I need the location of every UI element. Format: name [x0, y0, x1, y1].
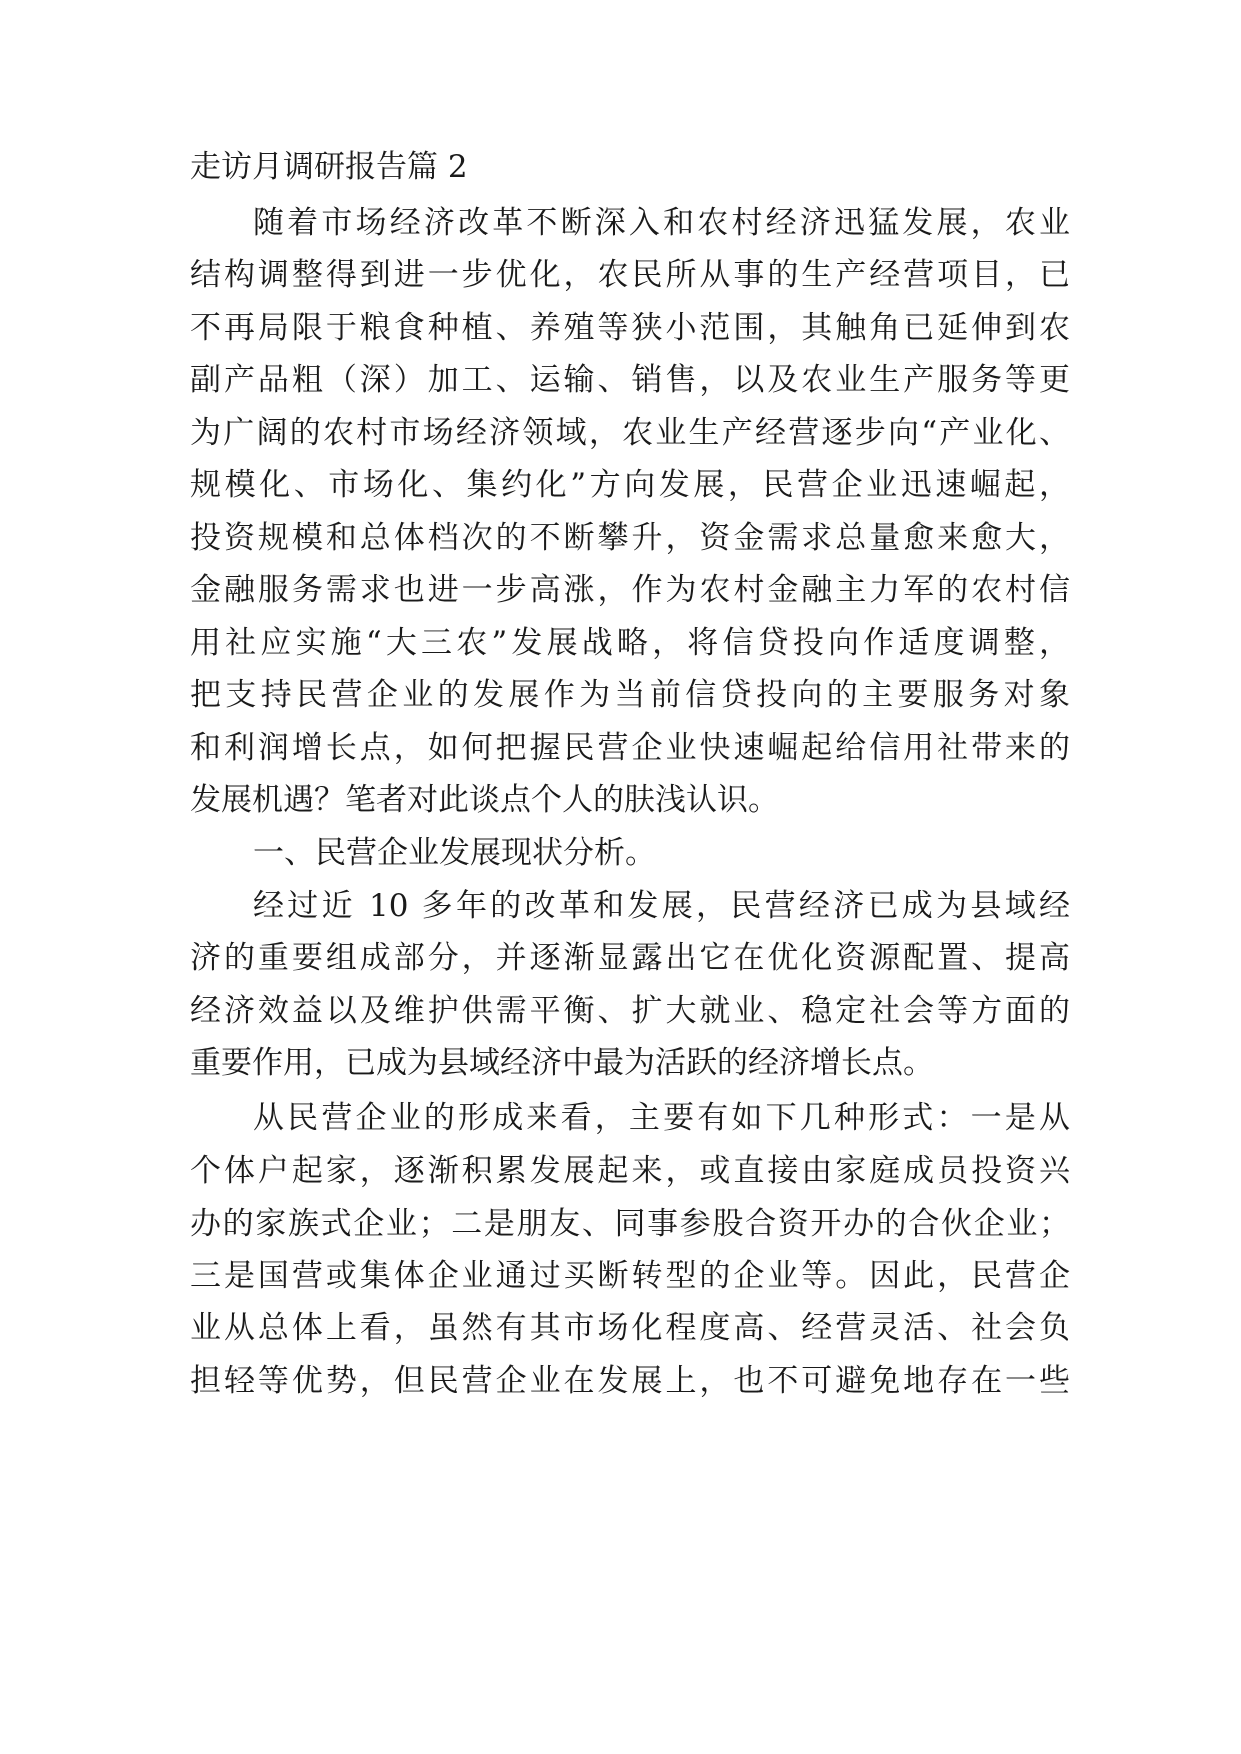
- paragraph-line: 投资规模和总体档次的不断攀升，资金需求总量愈来愈大，: [190, 520, 1070, 556]
- paragraph-line: 担轻等优势，但民营企业在发展上，也不可避免地存在一些: [190, 1363, 1070, 1399]
- paragraph-line: 和利润增长点，如何把握民营企业快速崛起给信用社带来的: [190, 730, 1070, 766]
- paragraph-line: 副产品粗（深）加工、运输、销售，以及农业生产服务等更: [190, 362, 1070, 398]
- paragraph-line: 经过近 10 多年的改革和发展，民营经济已成为县域经: [253, 888, 1070, 924]
- paragraph-line: 从民营企业的形成来看，主要有如下几种形式：一是从: [253, 1100, 1070, 1136]
- paragraph-line: 规模化、市场化、集约化”方向发展，民营企业迅速崛起，: [190, 467, 1070, 503]
- section-heading: 一、民营企业发展现状分析。: [253, 835, 656, 871]
- paragraph-line: 结构调整得到进一步优化，农民所从事的生产经营项目，已: [190, 257, 1070, 293]
- paragraph-line: 三是国营或集体企业通过买断转型的企业等。因此，民营企: [190, 1258, 1070, 1294]
- paragraph-line: 随着市场经济改革不断深入和农村经济迅猛发展，农业: [253, 205, 1070, 241]
- paragraph-line: 济的重要组成部分，并逐渐显露出它在优化资源配置、提高: [190, 940, 1070, 976]
- document-title: 走访月调研报告篇 2: [190, 149, 468, 185]
- paragraph-line: 金融服务需求也进一步高涨，作为农村金融主力军的农村信: [190, 572, 1070, 608]
- paragraph-line: 发展机遇？笔者对此谈点个人的肤浅认识。: [190, 782, 779, 818]
- paragraph-line: 不再局限于粮食种植、养殖等狭小范围，其触角已延伸到农: [190, 310, 1070, 346]
- paragraph-line: 办的家族式企业；二是朋友、同事参股合资开办的合伙企业；: [190, 1206, 1070, 1242]
- paragraph-line: 重要作用，已成为县域经济中最为活跃的经济增长点。: [190, 1045, 934, 1081]
- paragraph-line: 个体户起家，逐渐积累发展起来，或直接由家庭成员投资兴: [190, 1153, 1070, 1189]
- paragraph-line: 经济效益以及维护供需平衡、扩大就业、稳定社会等方面的: [190, 993, 1070, 1029]
- paragraph-line: 业从总体上看，虽然有其市场化程度高、经营灵活、社会负: [190, 1310, 1070, 1346]
- paragraph-line: 把支持民营企业的发展作为当前信贷投向的主要服务对象: [190, 677, 1070, 713]
- paragraph-line: 用社应实施“大三农”发展战略，将信贷投向作适度调整，: [190, 625, 1070, 661]
- paragraph-line: 为广阔的农村市场经济领域，农业生产经营逐步向“产业化、: [190, 415, 1070, 451]
